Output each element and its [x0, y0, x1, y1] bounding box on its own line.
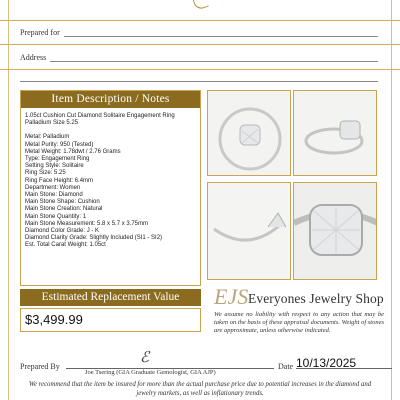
- spec-line: Department: Women: [25, 184, 81, 191]
- spec-line: Ring Face Height: 6.4mm: [25, 177, 94, 184]
- spec-line: Est. Total Carat Weight: 1.05ct: [25, 242, 106, 249]
- shop-name: Everyones Jewelry Shop: [248, 291, 384, 306]
- prepared-for-line: [64, 28, 378, 37]
- spec-line: Type: Engagement Ring: [25, 156, 90, 163]
- spec-line: Setting Style: Solitaire: [25, 163, 84, 170]
- address-line-2: [20, 73, 378, 82]
- spec-line: Metal: Palladium: [25, 134, 70, 141]
- gold-divider-1: [0, 44, 400, 45]
- ring-photo-top: [207, 90, 291, 176]
- address-row: [20, 53, 378, 62]
- date-value: 10/13/2025: [296, 356, 357, 370]
- spec-line: Ring Size: 5.25: [25, 170, 66, 177]
- prepared-for-label: Prepared for: [20, 28, 60, 37]
- description-header: Item Description / Notes: [21, 91, 200, 108]
- ring-photo-closeup: [293, 182, 377, 280]
- spec-line: Metal Purity: 950 (Tested): [25, 141, 94, 148]
- liability-disclaimer: We assume no liability with respect to any action that may be taken on the basis of these appraisal documents. Weight of stones are approximate, unless otherwise indicated.: [214, 311, 385, 334]
- gold-divider-2: [0, 69, 400, 70]
- address-line: [50, 53, 378, 62]
- address-label: Address: [20, 53, 47, 62]
- appraiser-name: Joe Tsering (GIA Graduate Gemologist, GIA AJP): [85, 369, 216, 376]
- prepared-by-row: [20, 352, 380, 370]
- gold-divider-top: [0, 20, 400, 21]
- spec-line: Diamond Color Grade: J - K: [25, 228, 100, 235]
- ring-photo-angle: [293, 90, 377, 176]
- item-title: 1.05ct Cushion Cut Diamond Solitaire Engagement Ring Palladium Size 5.25: [25, 113, 175, 127]
- spec-line: Main Stone: Diamond: [25, 192, 83, 199]
- signature-mark-icon: ℰ: [140, 350, 150, 366]
- description-body: [21, 108, 200, 250]
- value-header: Estimated Replacement Value: [20, 289, 201, 306]
- spec-line: Metal Weight: 1.78dwt / 2.76 Grams: [25, 148, 121, 155]
- prepared-by-label: Prepared By: [20, 362, 60, 371]
- ring-photo-side: [207, 182, 291, 280]
- spec-line: Main Stone Quantity: 1: [25, 213, 87, 220]
- spec-line: Main Stone Shape: Cushion: [25, 199, 100, 206]
- spec-line: Main Stone Measurement: 5.8 x 5.7 x 3.75mm: [25, 220, 149, 227]
- date-label: Date: [278, 362, 294, 371]
- address-row-2: [20, 73, 378, 82]
- value-amount: $3,499.99: [20, 308, 201, 332]
- insurance-recommendation: We recommend that the item be insured for more than the actual purchase price due to potential increases in the diamond and jewelry markets, as well as inflationary trends.: [28, 381, 372, 397]
- shop-logo: EJS: [214, 284, 249, 309]
- spec-line: Main Stone Creation: Natural: [25, 206, 103, 213]
- prepared-for-row: [20, 28, 378, 37]
- spec-line: Diamond Clarity Grade: Slightly Included (SI1 - SI2): [25, 235, 163, 242]
- description-panel: [20, 90, 201, 286]
